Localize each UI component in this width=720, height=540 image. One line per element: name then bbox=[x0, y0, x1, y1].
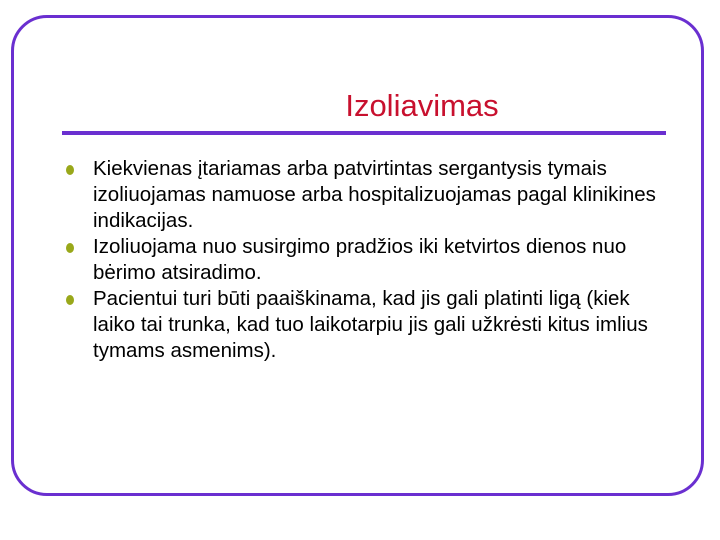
slide-title bbox=[60, 88, 660, 124]
title-underline bbox=[62, 131, 666, 135]
bullet-item bbox=[66, 156, 666, 234]
bullet-dot-icon bbox=[66, 165, 74, 175]
bullet-dot-icon bbox=[66, 243, 74, 253]
bullet-text: Pacientui turi būti paaiškinama, kad jis gali platinti ligą (kiek laiko tai trunka, kad tuo laikotarpiu jis gali užkrėsti kitus imlius tymams asmenims). bbox=[93, 287, 648, 362]
bullet-item bbox=[66, 234, 666, 286]
slide-title-text: Izoliavimas bbox=[345, 88, 499, 123]
bullet-text: Izoliuojama nuo susirgimo pradžios iki ketvirtos dienos nuo bėrimo atsiradimo. bbox=[93, 235, 627, 284]
bullet-item bbox=[66, 286, 666, 364]
bullet-list bbox=[66, 156, 666, 364]
bullet-dot-icon bbox=[66, 295, 74, 305]
bullet-text: Kiekvienas įtariamas arba patvirtintas sergantysis tymais izoliuojamas namuose arba hospitalizuojamas pagal klinikines indikacijas. bbox=[93, 157, 656, 232]
